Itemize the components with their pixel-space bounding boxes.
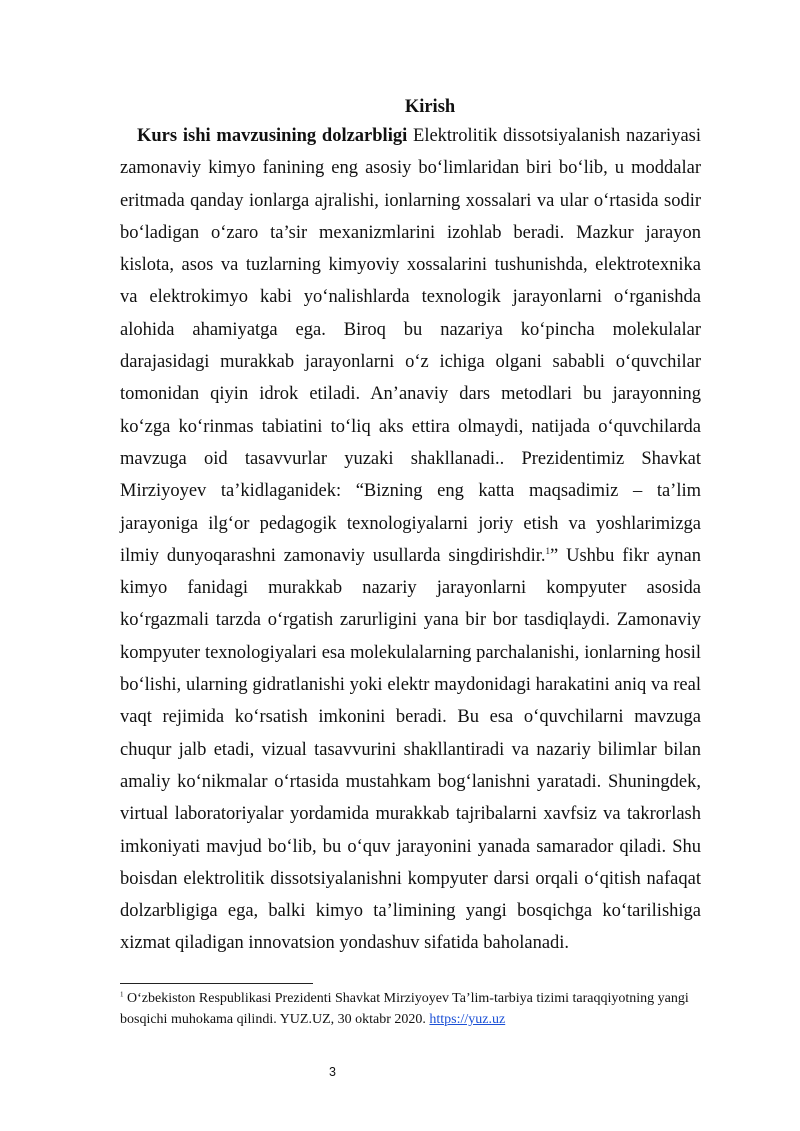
paragraph-text-part-2: ” Ushbu fikr aynan kimyo fanidagi murakkab nazariy jarayonlarni kompyuter asosida ko‘rgazmali tarzda o‘rgatish zarurligini yana bir bor tasdiqlaydi. Zamonaviy kompyuter texnologiyalari esa molekulalarning parchalanishi, ionlarning hosil bo‘lishi, ularning gidratlanishi yoki elektr maydonidagi harakatini aniq va real vaqt rejimida ko‘rsatish imkonini beradi. Bu esa o‘quvchilarni mavzuga chuqur jalb etadi, vizual tasavvurini shakllantiradi va nazariy bilimlar bilan amaliy ko‘nikmalar o‘rtasida mustahkam bog‘lanishni yaratadi. Shuningdek, virtual laboratoriyalar yordamida murakkab tajribalarni xavfsiz va takrorlash imkoniyati mavjud bo‘lib, bu o‘quv jarayonini yanada samarador qiladi. Shu boisdan elektrolitik dissotsiyalanishni kompyuter darsi orqali o‘qitish nafaqat dolzarbligiga ega, balki kimyo ta’limining yangi bosqichga ko‘tarilishiga xizmat qiladigan innovatsion yondashuv sifatida baholanadi. bbox=[120, 545, 702, 954]
footnote-text: O‘zbekiston Respublikasi Prezidenti Shavkat Mirziyoyev Ta’lim-tarbiya tizimi taraqqiyotning yangi bosqichi muhokama qilindi. YUZ.UZ, 30 oktabr 2020. bbox=[120, 991, 689, 1027]
footnote bbox=[120, 988, 705, 1030]
footnote-link[interactable]: https://yuz.uz bbox=[429, 1012, 506, 1027]
paragraph-lead: Kurs ishi mavzusining dolzarbligi bbox=[137, 126, 408, 146]
body-paragraph bbox=[120, 120, 701, 960]
footnote-separator bbox=[120, 983, 313, 984]
paragraph-text-part-1: Elektrolitik dissotsiyalanish nazariyasi zamonaviy kimyo fanining eng asosiy bo‘limlaridan biri bo‘lib, u moddalar eritmada qanday ionlarga ajralishi, ionlarning xossalari va ular o‘rtasida sodir bo‘ladigan o‘zaro ta’sir mexanizmlarini izohlab beradi. Mazkur jarayon kislota, asos va tuzlarning kimyoviy xossalarini tushunishda, elektrotexnika va elektrokimyo kabi yo‘nalishlarda texnologik jarayonlarni o‘rganishda alohida ahamiyatga ega. Biroq bu nazariya ko‘pincha molekulalar darajasidagi murakkab jarayonlarni o‘z ichiga olgani sababli o‘quvchilar tomonidan qiyin idrok etiladi. An’anaviy dars metodlari bu jarayonning ko‘zga ko‘rinmas tabiatini to‘liq aks ettira olmaydi, natijada o‘quvchilarda mavzuga oid tasavvurlar yuzaki shakllanadi.. Prezidentimiz Shavkat Mirziyoyev ta’kidlaganidek: “Bizning eng katta maqsadimiz – ta’lim jarayoniga ilg‘or pedagogik texnologiyalarni joriy etish va yoshlarimizga ilmiy dunyoqarashni zamonaviy usullarda singdirishdir. bbox=[120, 126, 701, 566]
footnote-marker: 1 bbox=[120, 990, 124, 999]
footnote-reference[interactable]: 1 bbox=[545, 545, 551, 556]
section-heading: Kirish bbox=[404, 97, 456, 117]
page-number: 3 bbox=[329, 1065, 336, 1079]
